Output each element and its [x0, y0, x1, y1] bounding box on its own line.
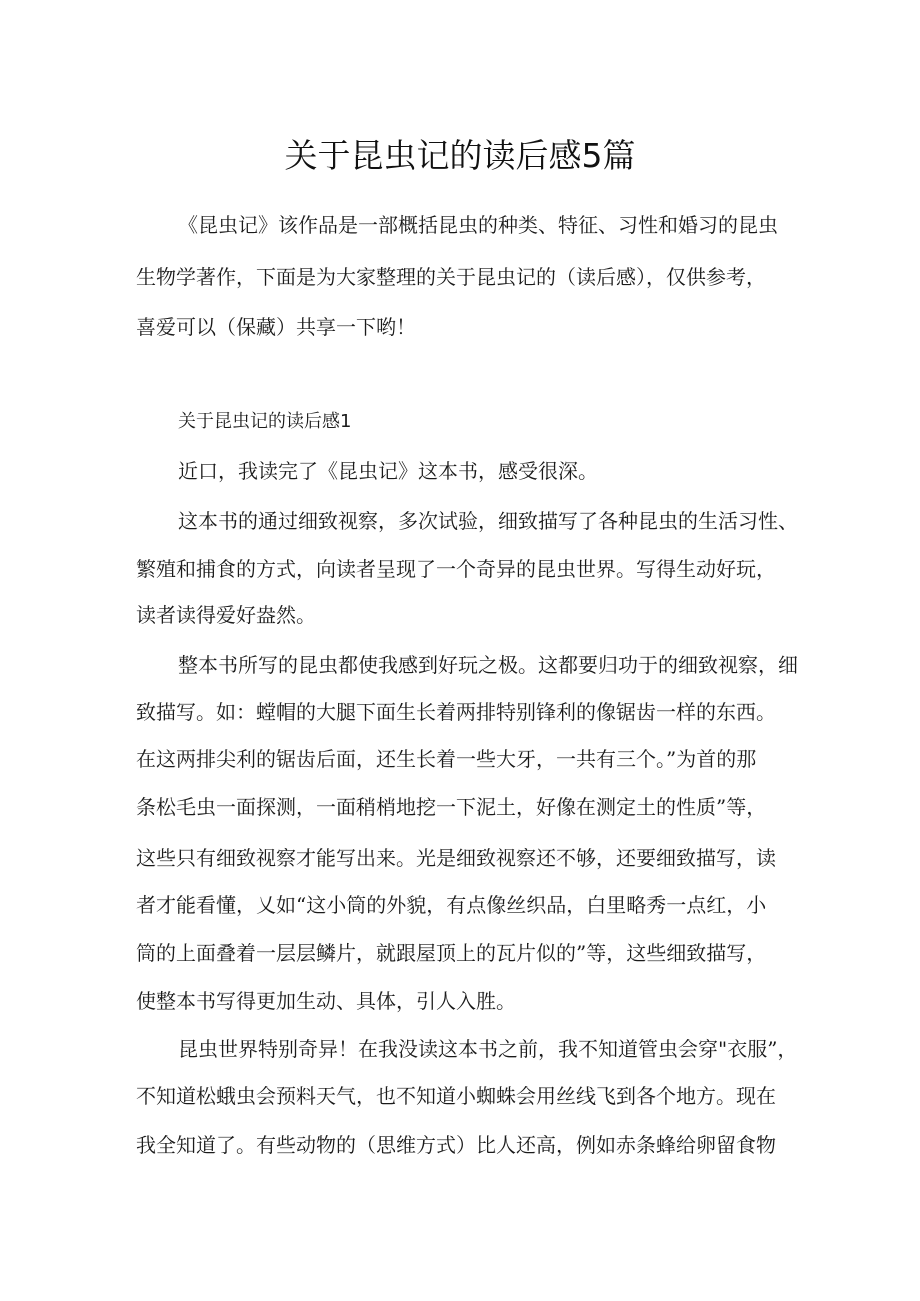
paragraph-3-line-4: 条松毛虫一面探测，一面稍梢地挖一下泥土，好像在测定土的性质”等， [136, 795, 767, 819]
paragraph-2-line-3: 读者读得爱好盎然。 [136, 603, 316, 627]
intro-line-3: 喜爱可以（保藏）共享一下哟！ [136, 315, 416, 339]
paragraph-2-line-2: 繁殖和捕食的方式，向读者呈现了一个奇异的昆虫世界。写得生动好玩， [136, 557, 776, 581]
paragraph-2-line-1: 这本书的通过细致视察，多次试验，细致描写了各种昆虫的生活习性、 [178, 509, 798, 533]
paragraph-3-line-2: 致描写。如：螳帽的大腿下面生长着两排特别锋利的像锯齿一样的东西。 [136, 700, 776, 724]
paragraph-3-line-7: 筒的上面叠着一层层鳞片，就跟屋顶上的瓦片似的”等，这些细致描写， [136, 941, 767, 965]
section-heading: 关于昆虫记的读后感1 [178, 411, 352, 432]
paragraph-3-line-1: 整本书所写的昆虫都使我感到好玩之极。这都要归功于的细致视察，细 [178, 653, 798, 677]
paragraph-3-line-6: 者才能看懂，乂如“这小筒的外貌，有点像丝织品，白里略秀一点红，小 [136, 893, 767, 917]
paragraph-4-line-3: 我全知道了。有些动物的（思维方式）比人还高，例如赤条蜂给卵留食物 [136, 1133, 776, 1157]
intro-line-2: 生物学著作，下面是为大家整理的关于昆虫记的（读后感），仅供参考， [136, 265, 766, 289]
paragraph-3-line-5: 这些只有细致视察才能写出来。光是细致视察还不够，还要细致描写，读 [136, 846, 776, 870]
intro-line-1: 《昆虫记》该作品是一部概括昆虫的种类、特征、习性和婚习的昆虫 [178, 213, 778, 237]
paragraph-1-line-1: 近口，我读完了《昆虫记》这本书，感受很深。 [178, 459, 598, 483]
paragraph-4-line-1: 昆虫世界特别奇异！在我没读这本书之前，我不知道管虫会穿"衣服”， [178, 1037, 798, 1061]
paragraph-4-line-2: 不知道松蛾虫会预料天气，也不知道小蜘蛛会用丝线飞到各个地方。现在 [136, 1084, 776, 1108]
paragraph-3-line-3: 在这两排尖利的锯齿后面，还生长着一些大牙，一共有三个。”为首的那 [136, 747, 757, 771]
document-title: 关于昆虫记的读后感5篇 [284, 136, 636, 175]
paragraph-3-line-8: 使整本书写得更加生动、具体，引人入胜。 [136, 989, 516, 1013]
